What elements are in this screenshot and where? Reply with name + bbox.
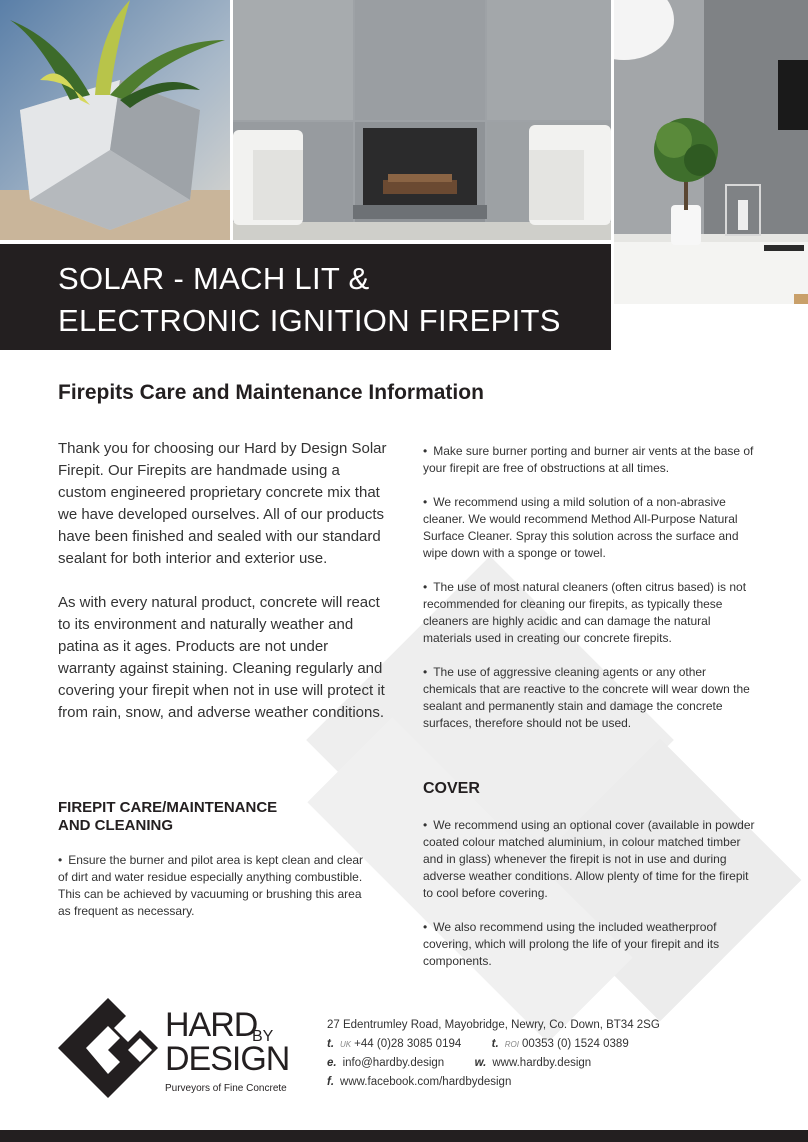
care-heading-line-1: FIREPIT CARE/MAINTENANCE [58,799,278,816]
maintenance-bullet-list [423,443,757,749]
intro-paragraph-2: As with every natural product, concrete will react to its environment and naturally weather and patina as it ages. Products are not under warranty against staining. Cleaning regularly and covering your firepit when not in use will protect it from rain, snow, and adverse weather conditions. [58,594,385,721]
list-item [423,494,757,562]
list-item [423,664,757,732]
page-title [58,258,611,342]
intro-paragraph-1: Thank you for choosing our Hard by Design Solar Firepit. Our Firepits are handmade using a custom engineered proprietary concrete mix that we have developed ourselves. All of our products have been finished and sealed with our standard sealant for both interior and exterior use. [58,440,387,567]
facebook-link[interactable]: www.facebook.com/hardbydesign [340,1076,512,1088]
list-item [423,579,757,647]
bullet-icon: • [58,853,63,867]
contact-email-web [327,1054,660,1073]
tel-label: t. [491,1038,499,1050]
roi-phone-link[interactable]: 00353 (0) 1524 0389 [521,1038,629,1050]
photo-plant-pot [0,0,230,240]
bullet-icon: • [423,665,428,679]
logo-hard-text: HARD [165,1006,258,1044]
uk-label: UK [340,1040,352,1049]
bullet-text: Make sure burner porting and burner air vents at the base of your firepit are free of obstructions at all times. [423,444,754,475]
list-item [423,443,757,477]
web-label: w. [474,1057,487,1069]
title-band [0,244,611,350]
web-link[interactable]: www.hardby.design [492,1057,592,1069]
logo-tagline: Purveyors of Fine Concrete [165,1083,287,1094]
bullet-text: We recommend using a mild solution of a non-abrasive cleaner. We would recommend Method All-Purpose Natural Surface Cleaner. Spray this solution across the surface and wipe down with a sponge or towel. [423,495,739,560]
photo-fireplace [233,0,611,240]
list-item [423,919,757,970]
roi-label: ROI [504,1040,519,1049]
intro-text [58,438,388,746]
email-link[interactable]: info@hardby.design [342,1057,445,1069]
tel-label: t. [327,1038,335,1050]
bullet-text: Ensure the burner and pilot area is kept clean and clear of dirt and water residue especially anything combustible. This can be achieved by vacuuming or brushing this area as frequent as necessary. [58,853,364,918]
contact-address: 27 Edentrumley Road, Mayobridge, Newry, Co. Down, BT34 2SG [327,1019,660,1031]
facebook-label: f. [327,1076,335,1088]
contact-block [327,1016,660,1092]
bullet-icon: • [423,920,428,934]
bullet-text: The use of most natural cleaners (often citrus based) is not recommended for cleaning our firepits, as typically these cleaners are highly acidic and can damage the natural materials used in creating our concrete firepits. [423,580,747,645]
logo-design-text: DESIGN [165,1040,290,1078]
list-item [423,817,757,902]
photo-living-room [614,0,808,304]
title-line-2: ELECTRONIC IGNITION FIREPITS [58,303,561,338]
uk-phone-link[interactable]: +44 (0)28 3085 0194 [354,1038,462,1050]
section-subtitle: Firepits Care and Maintenance Information [58,381,484,404]
bullet-icon: • [423,495,428,509]
bullet-text: The use of aggressive cleaning agents or any other chemicals that are reactive to the concrete will wear down the sealant and permanently stain and damage the concrete surfaces, therefore should not be used. [423,665,750,730]
email-label: e. [327,1057,337,1069]
contact-facebook [327,1073,660,1092]
cover-heading: COVER [423,780,480,797]
bullet-text: We also recommend using the included weatherproof covering, which will prolong the life of your firepit and its components. [423,920,720,968]
logo-by-text: BY [252,1028,274,1045]
care-heading [58,799,358,835]
care-bullet-list [58,852,368,937]
cover-bullet-list [423,817,757,987]
footer-bar [0,1130,808,1142]
contact-phones [327,1035,660,1054]
bullet-icon: • [423,580,428,594]
list-item [58,852,368,920]
bullet-icon: • [423,444,428,458]
bullet-text: We recommend using an optional cover (available in powder coated colour matched aluminium, in colour matched timber and in glass) whenever the firepit is not in use and during adverse weather conditions. Allow plenty of time for the firepit to cool before covering. [423,818,755,900]
title-line-1: SOLAR - MACH LIT & [58,261,370,296]
care-heading-line-2: AND CLEANING [58,817,173,834]
bullet-icon: • [423,818,428,832]
